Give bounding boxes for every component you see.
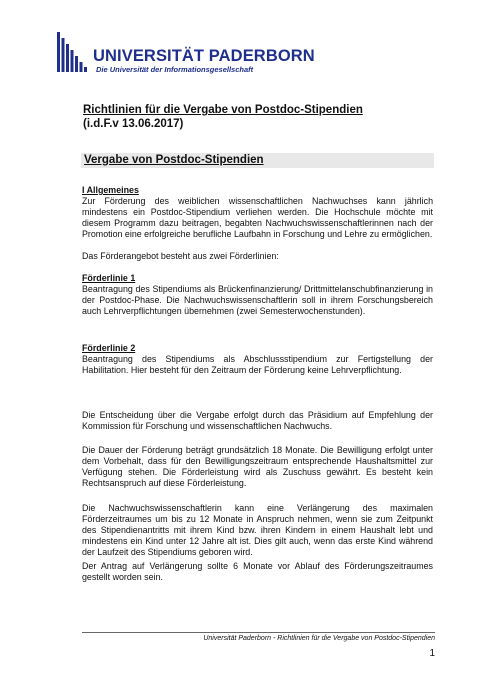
- logo-title: UNIVERSITÄT PADERBORN: [93, 47, 315, 65]
- entscheidung-paragraph: Die Entscheidung über die Vergabe erfolgt durch das Präsidium auf Empfehlung der Kommission für Forschung und wissenschaftlichen Nachwuchs.: [82, 410, 433, 431]
- title-line-1: Richtlinien für die Vergabe von Postdoc-Stipendien: [83, 104, 363, 116]
- title-line-2: (i.d.F.v 13.06.2017): [83, 118, 184, 130]
- foerderlinie-2-paragraph: Beantragung des Stipendiums als Abschlussstipendium zur Fertigstellung der Habilitation. Hier besteht für den Zeitraum der Förderung keine Lehrverpflichtung.: [82, 354, 433, 375]
- foerderlinie-2-heading: Förderlinie 2: [82, 343, 136, 353]
- footer-text: Universität Paderborn - Richtlinien für die Vergabe von Postdoc-Stipendien: [203, 635, 435, 642]
- university-logo: [57, 28, 315, 88]
- university-logo-icon: [57, 32, 91, 72]
- footer-divider: [82, 632, 435, 633]
- logo-subtitle: Die Universität der Informationsgesellschaft: [96, 65, 254, 74]
- allgemeines-paragraph: Zur Förderung des weiblichen wissenschaftlichen Nachwuchses kann jährlich mindestens ein Postdoc-Stipendium verliehen werden. Die Hochschule möchte mit diesem Programm dazu beitragen, begabten Nachwuchswissenschaftlerinnen nach der Promotion eine erfolgreiche berufliche Laufbahn in Forschung und Lehre zu ermöglichen.: [82, 196, 433, 239]
- foerderlinie-1-heading: Förderlinie 1: [82, 273, 136, 283]
- page-number: 1: [429, 648, 435, 659]
- dauer-paragraph: Die Dauer der Förderung beträgt grundsätzlich 18 Monate. Die Bewilligung erfolgt unter dem Vorbehalt, dass für den Bewilligungszeitraum entsprechende Haushaltsmittel zur Verfügung stehen. Die Förderleistung wird als Zuschuss gewährt. Es besteht kein Rechtsanspruch auf diese Förderleistung.: [82, 445, 433, 488]
- verlaengerung-paragraph: Die Nachwuchswissenschaftlerin kann eine Verlängerung des maximalen Förderzeitraumes um bis zu 12 Monate in Anspruch nehmen, wenn sie zum Zeitpunkt des Stipendienantritts mit ihrem Kind bzw. ihren Kindern in einem Haushalt lebt und mindestens ein Kind unter 12 Jahre alt ist. Dies gilt auch, wenn das erste Kind während der Laufzeit des Stipendiums geboren wird.: [82, 503, 433, 557]
- antrag-paragraph: Der Antrag auf Verlängerung sollte 6 Monate vor Ablauf des Förderungszeitraumes gestellt worden sein.: [82, 561, 433, 582]
- allgemeines-heading: I Allgemeines: [82, 185, 139, 195]
- foerderangebot-paragraph: Das Förderangebot besteht aus zwei Förderlinien:: [82, 251, 279, 261]
- section-heading: Vergabe von Postdoc-Stipendien: [81, 153, 434, 168]
- foerderlinie-1-paragraph: Beantragung des Stipendiums als Brückenfinanzierung/ Drittmittelanschubfinanzierung in der Postdoc-Phase. Die Nachwuchswissenschaftlerin soll in ihrem Forschungsbereich auch Lehrverpflichtungen übernehmen (zwei Semesterwochenstunden).: [82, 284, 433, 316]
- document-title: [83, 103, 363, 131]
